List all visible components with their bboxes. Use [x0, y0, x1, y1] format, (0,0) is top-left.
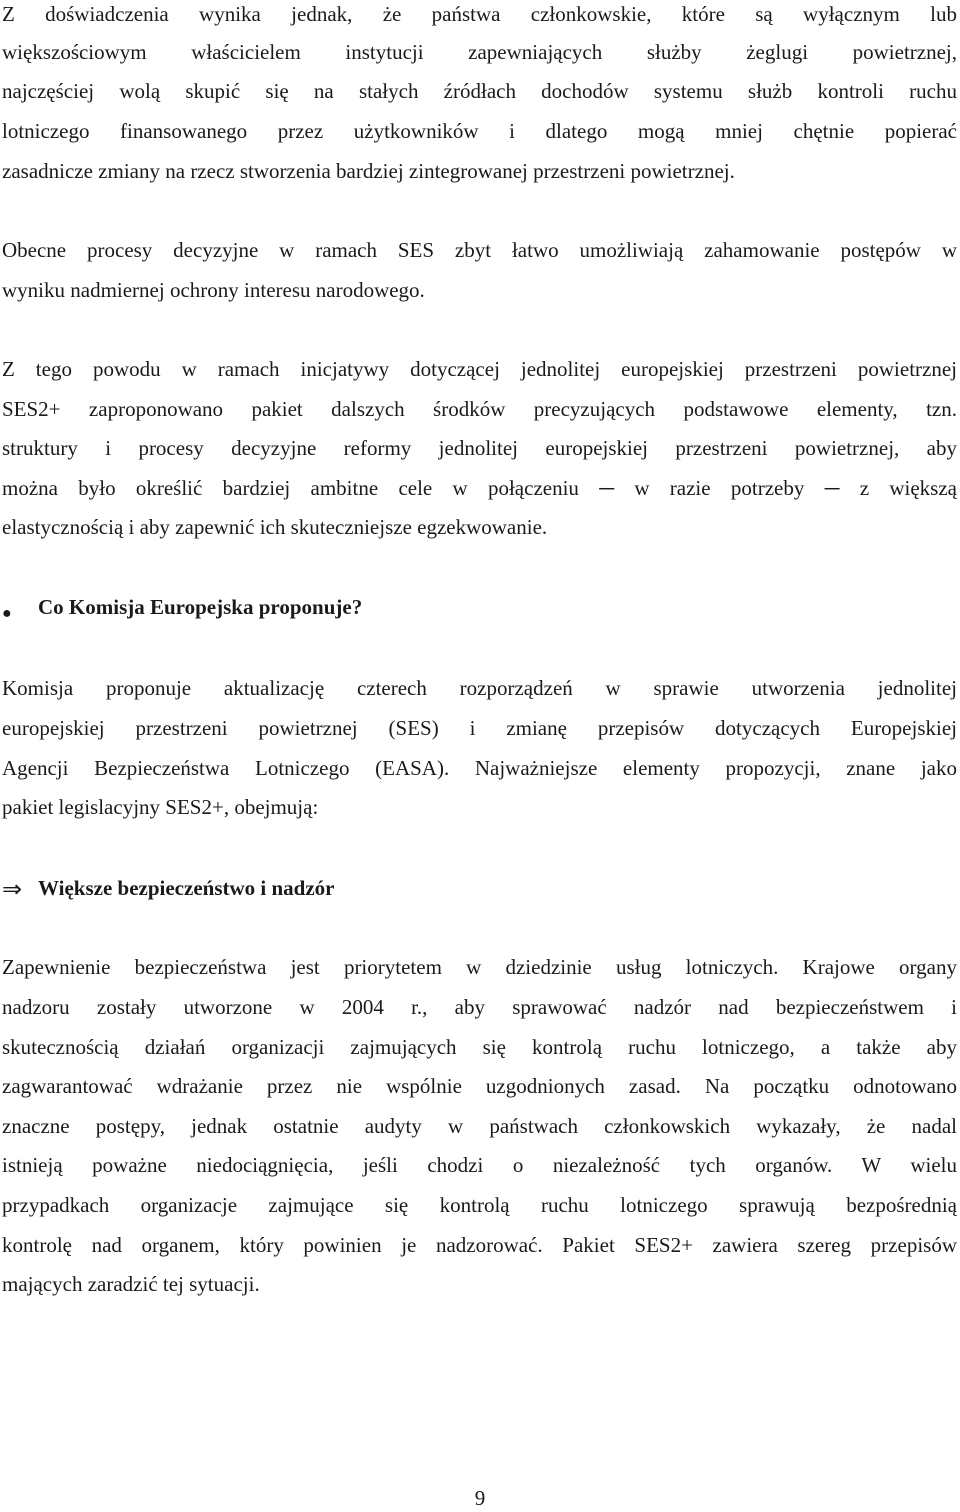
paragraph-1-line: najczęściej wolą skupić się na stałych źródłach dochodów systemu służb kontroli ruchu — [2, 79, 957, 103]
paragraph-1-line: większościowym właścicielem instytucji zapewniających służby żeglugi powietrznej, — [2, 40, 957, 64]
paragraph-3-line: Z tego powodu w ramach inicjatywy dotyczącej jednolitej europejskiej przestrzeni powietrznej — [2, 357, 957, 381]
subsection-heading: Większe bezpieczeństwo i nadzór — [38, 876, 335, 900]
paragraph-5-line: zagwarantować wdrażanie przez nie wspólnie uzgodnionych zasad. Na początku odnotowano — [2, 1074, 957, 1098]
paragraph-5-line: mających zaradzić tej sytuacji. — [2, 1272, 260, 1296]
paragraph-1-line: lotniczego finansowanego przez użytkowników i dlatego mogą mniej chętnie popierać — [2, 119, 957, 143]
paragraph-2-line: Obecne procesy decyzyjne w ramach SES zbyt łatwo umożliwiają zahamowanie postępów w — [2, 238, 957, 262]
paragraph-1-line: Z doświadczenia wynika jednak, że państwa członkowskie, które są wyłącznym lub — [2, 2, 957, 26]
paragraph-2-line: wyniku nadmiernej ochrony interesu narodowego. — [2, 278, 425, 302]
page-number: 9 — [474, 1486, 486, 1510]
paragraph-4-line: europejskiej przestrzeni powietrznej (SES) i zmianę przepisów dotyczących Europejskiej — [2, 716, 957, 740]
section-heading: Co Komisja Europejska proponuje? — [38, 595, 363, 619]
paragraph-4-line: Komisja proponuje aktualizację czterech rozporządzeń w sprawie utworzenia jednolitej — [2, 676, 957, 700]
paragraph-5-line: przypadkach organizacje zajmujące się kontrolą ruchu lotniczego sprawują bezpośrednią — [2, 1193, 957, 1217]
paragraph-1-line: zasadnicze zmiany na rzecz stworzenia bardziej zintegrowanej przestrzeni powietrznej. — [2, 159, 735, 183]
paragraph-5-line: Zapewnienie bezpieczeństwa jest priorytetem w dziedzinie usług lotniczych. Krajowe organy — [2, 955, 957, 979]
paragraph-5-line: kontrolę nad organem, który powinien je nadzorować. Pakiet SES2+ zawiera szereg przepisów — [2, 1233, 957, 1257]
paragraph-3-line: struktury i procesy decyzyjne reformy jednolitej europejskiej przestrzeni powietrznej, aby — [2, 436, 957, 460]
paragraph-3-line: można było określić bardziej ambitne cele w połączeniu ─ w razie potrzeby ─ z większą — [2, 476, 957, 500]
paragraph-5-line: istnieją poważne niedociągnięcia, jeśli chodzi o niezależność tych organów. W wielu — [2, 1153, 957, 1177]
paragraph-5-line: znaczne postępy, jednak ostatnie audyty w państwach członkowskich wykazały, że nadal — [2, 1114, 957, 1138]
bullet-icon: ● — [2, 605, 12, 622]
double-arrow-icon: ⇒ — [2, 875, 23, 903]
paragraph-3-line: elastycznością i aby zapewnić ich skuteczniejsze egzekwowanie. — [2, 515, 548, 539]
paragraph-5-line: nadzoru zostały utworzone w 2004 r., aby sprawować nadzór nad bezpieczeństwem i — [2, 995, 957, 1019]
paragraph-5-line: skutecznością działań organizacji zajmujących się kontrolą ruchu lotniczego, a także aby — [2, 1035, 957, 1059]
paragraph-3-line: SES2+ zaproponowano pakiet dalszych środków precyzujących podstawowe elementy, tzn. — [2, 397, 957, 421]
paragraph-4-line: Agencji Bezpieczeństwa Lotniczego (EASA). Najważniejsze elementy propozycji, znane jako — [2, 756, 957, 780]
paragraph-4-line: pakiet legislacyjny SES2+, obejmują: — [2, 795, 319, 819]
